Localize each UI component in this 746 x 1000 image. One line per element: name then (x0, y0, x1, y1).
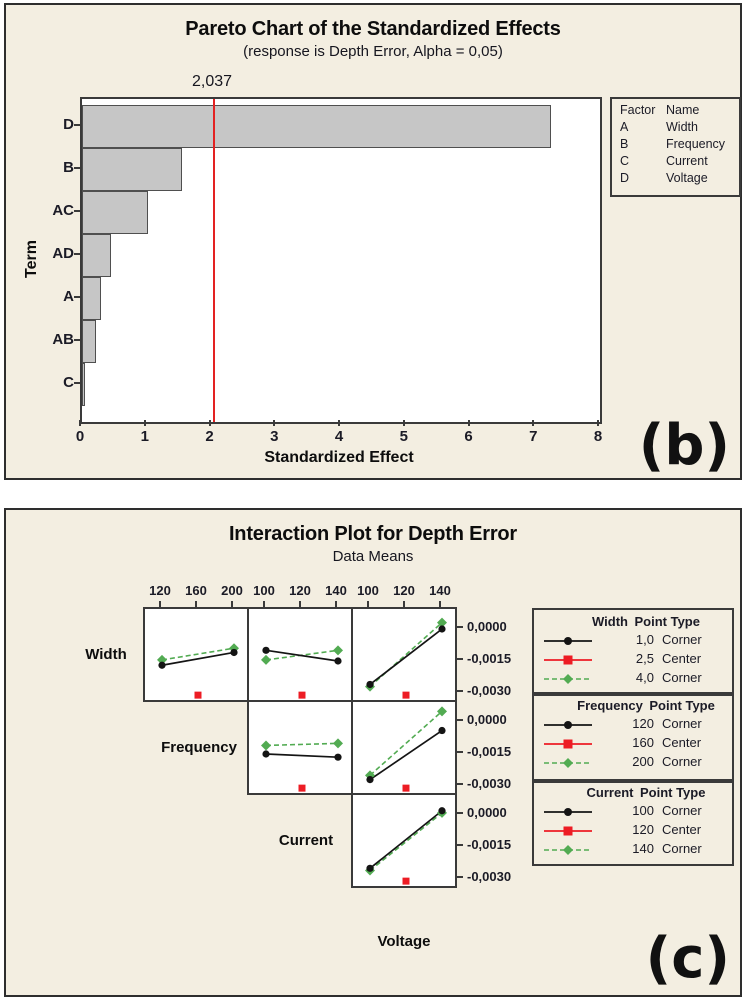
legend-point-type-width-2: Corner (662, 670, 702, 685)
figure-label-c: (c) (645, 926, 730, 991)
pareto-bar-b (82, 148, 182, 191)
pareto-x-tick-label-1: 1 (140, 428, 149, 445)
legend-value-current-0: 100 (632, 803, 654, 818)
black-circle-marker (564, 808, 572, 816)
right-tick-0-1 (457, 658, 463, 660)
top-tick-2-100 (367, 601, 369, 607)
pareto-x-tick-label-4: 4 (334, 428, 344, 445)
top-tick-0-160 (195, 601, 197, 607)
black-circle-marker (262, 647, 269, 654)
figure-label-b: (b) (638, 413, 730, 478)
green-diamond-legend-sample (542, 672, 594, 686)
term-tick-c (74, 382, 80, 384)
term-tick-ac (74, 210, 80, 212)
pareto-plot-area (80, 97, 602, 424)
pareto-x-tick-5 (403, 420, 405, 426)
interaction-title: Interaction Plot for Depth Error (228, 523, 518, 545)
right-tick-2-1 (457, 844, 463, 846)
black-series-line (370, 731, 442, 780)
black-circle-marker (438, 727, 445, 734)
right-tick-label-0-1: -0,0015 (467, 651, 512, 666)
panel-plot-width-frequency (145, 609, 247, 700)
red-square-marker (564, 827, 573, 836)
right-tick-2-0 (457, 812, 463, 814)
pareto-x-tick-8 (597, 420, 599, 426)
legend-value-frequency-1: 160 (632, 735, 654, 750)
pareto-x-tick-label-3: 3 (270, 428, 279, 445)
legend-point-type-width-1: Center (662, 651, 702, 666)
black-circle-marker (438, 625, 445, 632)
legend-point-type-frequency-1: Center (662, 735, 702, 750)
right-tick-label-2-1: -0,0015 (467, 837, 512, 852)
panel-width-current (247, 607, 353, 702)
black-circle-marker (366, 776, 373, 783)
pareto-legend-row-d (612, 170, 739, 187)
legend-value-current-2: 140 (632, 841, 654, 856)
red-square-marker (403, 785, 410, 792)
legend-value-width-0: 1,0 (635, 632, 654, 647)
red-square-marker (299, 785, 306, 792)
right-tick-1-1 (457, 751, 463, 753)
red-square-marker (403, 878, 410, 885)
term-tick-label-d: D (63, 115, 74, 133)
top-tick-label-1-100: 100 (253, 583, 275, 598)
pareto-legend-header (612, 102, 739, 119)
pareto-bar-d (82, 105, 551, 148)
pareto-x-tick-4 (338, 420, 340, 426)
top-tick-label-1-140: 140 (325, 583, 347, 598)
black-circle-marker (262, 750, 269, 757)
pareto-x-tick-label-7: 7 (529, 428, 538, 445)
reference-line-label: 2,037 (191, 73, 233, 90)
row-factor-label-current: Current (278, 832, 334, 849)
panel-plot-frequency-current (249, 702, 351, 793)
green-diamond-legend-sample (542, 843, 594, 857)
term-tick-label-ab: AB (52, 330, 74, 348)
top-tick-label-0-160: 160 (185, 583, 207, 598)
pareto-legend-row-c (612, 153, 739, 170)
green-diamond-marker (563, 674, 573, 684)
interaction-legend-width (532, 608, 734, 696)
pareto-x-tick-label-6: 6 (464, 428, 473, 445)
pareto-x-tick-7 (532, 420, 534, 426)
black-circle-marker (334, 657, 341, 664)
legend-point-type-current-2: Corner (662, 841, 702, 856)
pareto-legend-factor: A (620, 120, 629, 134)
panel-width-voltage (351, 607, 457, 702)
pareto-legend-factor: B (620, 137, 629, 151)
pareto-x-tick-label-0: 0 (75, 428, 85, 445)
pareto-legend-name: Width (666, 120, 698, 134)
top-tick-1-100 (263, 601, 265, 607)
chart-b (4, 3, 742, 480)
red-square-marker (299, 692, 306, 699)
pareto-y-axis-label: Term (23, 240, 40, 278)
legend-value-width-1: 2,5 (635, 651, 654, 666)
top-tick-0-120 (159, 601, 161, 607)
legend-value-frequency-0: 120 (632, 716, 654, 731)
black-circle-legend-sample (542, 718, 594, 732)
red-square-legend-sample (542, 737, 594, 751)
right-tick-0-0 (457, 626, 463, 628)
red-square-marker (564, 740, 573, 749)
red-square-legend-sample (542, 653, 594, 667)
black-series-line (370, 811, 442, 869)
green-diamond-marker (333, 645, 343, 655)
pareto-x-axis-label: Standardized Effect (264, 449, 414, 466)
panel-plot-current-voltage (353, 795, 455, 886)
pareto-legend-name: Frequency (666, 137, 726, 151)
black-circle-marker (158, 662, 165, 669)
top-tick-label-0-120: 120 (149, 583, 171, 598)
legend-point-type-current-1: Center (662, 822, 702, 837)
right-tick-0-2 (457, 690, 463, 692)
pareto-x-tick-label-2: 2 (205, 428, 214, 445)
legend-header-frequency: Frequency Point Type (577, 698, 715, 713)
term-tick-a (74, 296, 80, 298)
term-tick-b (74, 167, 80, 169)
top-tick-label-2-120: 120 (393, 583, 415, 598)
interaction-subtitle: Data Means (332, 548, 414, 565)
pareto-legend-header-name: Name (666, 103, 700, 117)
top-tick-0-200 (231, 601, 233, 607)
term-tick-ad (74, 253, 80, 255)
legend-point-type-current-0: Corner (662, 803, 702, 818)
pareto-x-tick-1 (144, 420, 146, 426)
pareto-bar-ad (82, 234, 111, 277)
green-diamond-marker (563, 845, 573, 855)
panel-plot-frequency-voltage (353, 702, 455, 793)
pareto-legend-name: Current (666, 154, 708, 168)
right-tick-label-0-2: -0,0030 (467, 683, 512, 698)
panel-frequency-current (247, 700, 353, 795)
right-tick-label-1-0: 0,0000 (467, 712, 507, 727)
green-diamond-legend-sample (542, 756, 594, 770)
black-circle-legend-sample (542, 805, 594, 819)
chart-c (4, 508, 742, 997)
top-tick-2-120 (403, 601, 405, 607)
row-factor-label-frequency: Frequency (161, 739, 237, 756)
green-diamond-marker (563, 758, 573, 768)
pareto-legend-row-b (612, 136, 739, 153)
right-tick-label-1-1: -0,0015 (467, 744, 512, 759)
panel-current-voltage (351, 793, 457, 888)
legend-value-current-1: 120 (632, 822, 654, 837)
top-tick-label-0-200: 200 (221, 583, 243, 598)
legend-point-type-frequency-0: Corner (662, 716, 702, 731)
green-series-line (266, 743, 338, 745)
pareto-bar-ab (82, 320, 96, 363)
row-factor-label-width: Width (85, 646, 127, 663)
green-diamond-marker (261, 740, 271, 750)
black-circle-marker (564, 721, 572, 729)
pareto-x-tick-label-5: 5 (399, 428, 408, 445)
black-circle-marker (366, 681, 373, 688)
red-square-marker (195, 692, 202, 699)
pareto-legend-factor: D (620, 171, 630, 185)
black-series-line (266, 650, 338, 661)
red-square-legend-sample (542, 824, 594, 838)
top-tick-label-2-140: 140 (429, 583, 451, 598)
term-tick-ab (74, 339, 80, 341)
term-tick-label-c: C (63, 373, 74, 391)
green-series-line (370, 813, 442, 871)
pareto-bar-ac (82, 191, 148, 234)
legend-point-type-frequency-2: Corner (662, 754, 702, 769)
green-diamond-marker (333, 738, 343, 748)
right-tick-1-2 (457, 783, 463, 785)
bottom-factor-label-voltage: Voltage (377, 933, 431, 950)
term-tick-label-ad: AD (52, 244, 74, 262)
term-tick-label-a: A (63, 287, 74, 305)
top-tick-1-140 (335, 601, 337, 607)
black-series-line (266, 754, 338, 757)
pareto-x-tick-0 (79, 420, 81, 426)
pareto-legend-rows (612, 102, 739, 187)
black-circle-marker (438, 807, 445, 814)
term-tick-d (74, 124, 80, 126)
black-circle-legend-sample (542, 634, 594, 648)
black-circle-marker (366, 865, 373, 872)
right-tick-label-0-0: 0,0000 (467, 619, 507, 634)
legend-value-frequency-2: 200 (632, 754, 654, 769)
legend-header-width: Width Point Type (592, 614, 700, 629)
legend-point-type-width-0: Corner (662, 632, 702, 647)
pareto-x-tick-label-8: 8 (593, 428, 603, 445)
right-tick-1-0 (457, 719, 463, 721)
pareto-legend-name: Voltage (666, 171, 708, 185)
black-circle-marker (334, 754, 341, 761)
right-tick-label-1-2: -0,0030 (467, 776, 512, 791)
panel-plot-width-current (249, 609, 351, 700)
pareto-bar-a (82, 277, 101, 320)
pareto-legend-row-a (612, 119, 739, 136)
interaction-legend-frequency (532, 692, 734, 783)
top-tick-2-140 (439, 601, 441, 607)
pareto-x-tick-6 (468, 420, 470, 426)
red-square-marker (403, 692, 410, 699)
green-series-line (370, 711, 442, 775)
black-series-line (370, 629, 442, 684)
top-tick-label-1-120: 120 (289, 583, 311, 598)
reference-line (213, 99, 215, 422)
pareto-bar-c (82, 363, 85, 406)
pareto-legend-factor: C (620, 154, 630, 168)
term-tick-label-b: B (63, 158, 74, 176)
green-diamond-marker (261, 655, 271, 665)
panel-width-frequency (143, 607, 249, 702)
legend-value-width-2: 4,0 (635, 670, 654, 685)
top-tick-label-2-100: 100 (357, 583, 379, 598)
pareto-factor-legend (610, 97, 741, 197)
pareto-x-tick-3 (273, 420, 275, 426)
pareto-subtitle: (response is Depth Error, Alpha = 0,05) (243, 43, 503, 60)
pareto-x-tick-2 (209, 420, 211, 426)
red-square-marker (564, 656, 573, 665)
right-tick-label-2-0: 0,0000 (467, 805, 507, 820)
pareto-legend-header-factor: Factor (620, 103, 656, 117)
black-circle-marker (230, 649, 237, 656)
right-tick-2-2 (457, 876, 463, 878)
legend-header-current: Current Point Type (586, 785, 706, 800)
panel-plot-width-voltage (353, 609, 455, 700)
black-circle-marker (564, 637, 572, 645)
pareto-title: Pareto Chart of the Standardized Effects (185, 18, 561, 40)
panel-frequency-voltage (351, 700, 457, 795)
right-tick-label-2-2: -0,0030 (467, 869, 512, 884)
interaction-legend-current (532, 779, 734, 866)
term-tick-label-ac: AC (52, 201, 74, 219)
top-tick-1-120 (299, 601, 301, 607)
